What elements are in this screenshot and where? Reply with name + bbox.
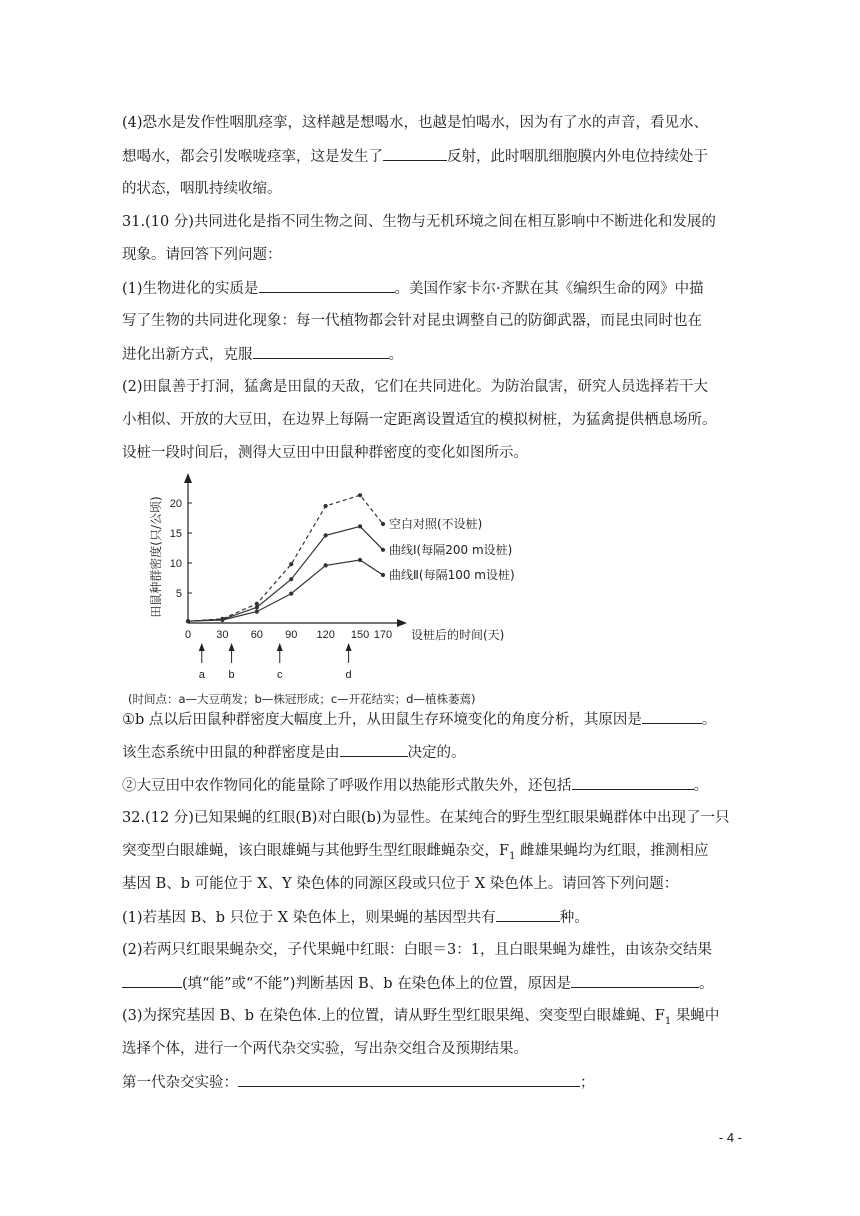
text-line: (2)田鼠善于打洞，猛禽是田鼠的天敌，它们在共同进化。为防治鼠害，研究人员选择若干大: [122, 379, 709, 395]
answer-blank[interactable]: [383, 146, 447, 161]
x-tick-label: 120: [316, 629, 335, 641]
y-tick-label: 15: [169, 528, 182, 540]
answer-blank[interactable]: [571, 973, 699, 988]
answer-blank[interactable]: [253, 344, 389, 359]
data-point: [289, 577, 293, 581]
data-point: [324, 533, 328, 537]
data-point: [255, 610, 259, 614]
data-point: [289, 592, 293, 596]
text-line: (1)生物进化的实质是 。美国作家卡尔·齐默在其《编织生命的网》中描: [122, 278, 742, 299]
text-line: 想喝水，都会引发喉咙痉挛，这是发生了 反射，此时咽肌细胞膜内外电位持续处于: [122, 146, 742, 167]
series-line-1: [188, 495, 383, 621]
text-line: 第一代杂交实验： ；: [122, 1072, 742, 1093]
x-tick-label: 150: [350, 629, 370, 641]
text-line: (1)若基因 B、b 只位于 X 染色体上，则果蝇的基因型共有 种。: [122, 907, 742, 928]
time-marker-arrowhead: [346, 643, 352, 651]
time-marker-label: a: [198, 669, 205, 681]
text-line: (4)恐水是发作性咽肌痉挛，这样越是想喝水，也越是怕喝水，因为有了水的声音，看见水、: [122, 115, 709, 131]
x-axis-arrow: [397, 619, 407, 627]
x-axis-label: 设桩后的时间(天): [411, 628, 505, 642]
y-tick-label: 10: [169, 558, 182, 570]
text-line: 选择个体，进行一个两代杂交实验，写出杂交组合及预期结果。: [122, 1041, 528, 1057]
data-point: [381, 573, 385, 577]
series-label-3: 曲线Ⅱ(每隔100 m设桩): [389, 568, 515, 582]
data-point: [324, 563, 328, 567]
x-tick-label: 60: [250, 629, 263, 641]
time-marker-arrowhead: [199, 643, 205, 651]
time-marker-arrowhead: [277, 643, 283, 651]
time-marker-label: c: [277, 669, 283, 681]
text-line: (2)若两只红眼果蝇杂交，子代果蝇中红眼：白眼＝3：1，且白眼果蝇为雄性，由该杂交结果: [122, 942, 712, 958]
data-point: [255, 602, 259, 606]
answer-blank[interactable]: [238, 1072, 580, 1087]
page-number: - 4 -: [718, 1130, 742, 1145]
x-tick-label: 170: [373, 629, 393, 641]
time-marker-label: d: [345, 669, 352, 681]
text-line: (填“能”或“不能”)判断基因 B、b 在染色体上的位置，原因是 。: [122, 973, 742, 994]
y-tick-label: 5: [175, 588, 182, 600]
text-line: 突变型白眼雄蝇，该白眼雄蝇与其他野生型红眼雌蝇杂交，$F_1$ 雌雄果蝇均为红眼，推测相应: [122, 843, 709, 862]
text-line: 该生态系统中田鼠的种群密度是由 决定的。: [122, 742, 742, 763]
series-label-1: 空白对照(不设桩): [389, 517, 483, 531]
chart-svg: [120, 485, 580, 706]
population-density-chart: [120, 485, 580, 706]
data-point: [381, 522, 385, 526]
text-line: 现象。请回答下列问题：: [122, 247, 282, 263]
question-32-stem: 32.(12 分)已知果蝇的红眼(B)对白眼(b)为显性。在某纯合的野生型红眼果蝇群体中出现了一只: [122, 810, 730, 826]
text-line: (3)为探究基因 B、b 在染色体.上的位置，请从野生型红眼果绳、突变型白眼雄蝇、$F_1$ 果蝇中: [122, 1008, 720, 1027]
y-axis-arrow: [184, 473, 192, 483]
time-point-note: (时间点：a—大豆萌发；b—株冠形成；c—开花结实；d—植株萎蔫): [128, 692, 476, 706]
text-line: 的状态，咽肌持续收缩。: [122, 181, 282, 197]
answer-blank[interactable]: [340, 742, 408, 757]
data-point: [220, 618, 224, 622]
data-point: [255, 605, 259, 609]
x-tick-label: 90: [285, 629, 298, 641]
data-point: [358, 558, 362, 562]
question-31-stem: 31.(10 分)共同进化是指不同生物之间、生物与无机环境之间在相互影响中不断进化和发展的: [122, 214, 716, 230]
answer-blank[interactable]: [642, 709, 702, 724]
data-point: [324, 504, 328, 508]
data-point: [289, 562, 293, 566]
text-line: ①b 点以后田鼠种群密度大幅度上升，从田鼠生存环境变化的角度分析，其原因是 。: [122, 709, 742, 730]
text-line: 设桩一段时间后，测得大豆田中田鼠种群密度的变化如图所示。: [122, 445, 528, 461]
y-axis-label: 田鼠种群密度(只/公顷): [149, 496, 163, 618]
data-point: [358, 493, 362, 497]
series-line-2: [188, 526, 383, 621]
answer-blank[interactable]: [259, 278, 395, 293]
series-label-2: 曲线Ⅰ(每隔200 m设桩): [389, 542, 513, 557]
data-point: [186, 619, 190, 623]
data-point: [381, 548, 385, 552]
answer-blank[interactable]: [496, 907, 560, 922]
text-line: 写了生物的共同进化现象：每一代植物都会针对昆虫调整自己的防御武器，而昆虫同时也在: [122, 313, 702, 329]
data-point: [358, 524, 362, 528]
text-line: 基因 B、b 可能位于 X、Y 染色体的同源区段或只位于 X 染色体上。请回答下列问题：: [122, 876, 679, 892]
y-tick-label: 20: [169, 498, 182, 510]
answer-blank[interactable]: [122, 973, 182, 988]
x-tick-label: 0: [184, 629, 192, 641]
answer-blank[interactable]: [572, 775, 694, 790]
time-marker-label: b: [228, 669, 235, 681]
time-marker-arrowhead: [229, 643, 235, 651]
text-line: 进化出新方式，克服 。: [122, 344, 742, 365]
series-line-3: [188, 560, 383, 621]
x-tick-label: 30: [216, 629, 229, 641]
text-line: ②大豆田中农作物同化的能量除了呼吸作用以热能形式散失外，还包括 。: [122, 775, 742, 796]
text-line: 小相似、开放的大豆田，在边界上每隔一定距离设置适宜的模拟树桩，为猛禽提供栖息场所。: [122, 412, 717, 428]
